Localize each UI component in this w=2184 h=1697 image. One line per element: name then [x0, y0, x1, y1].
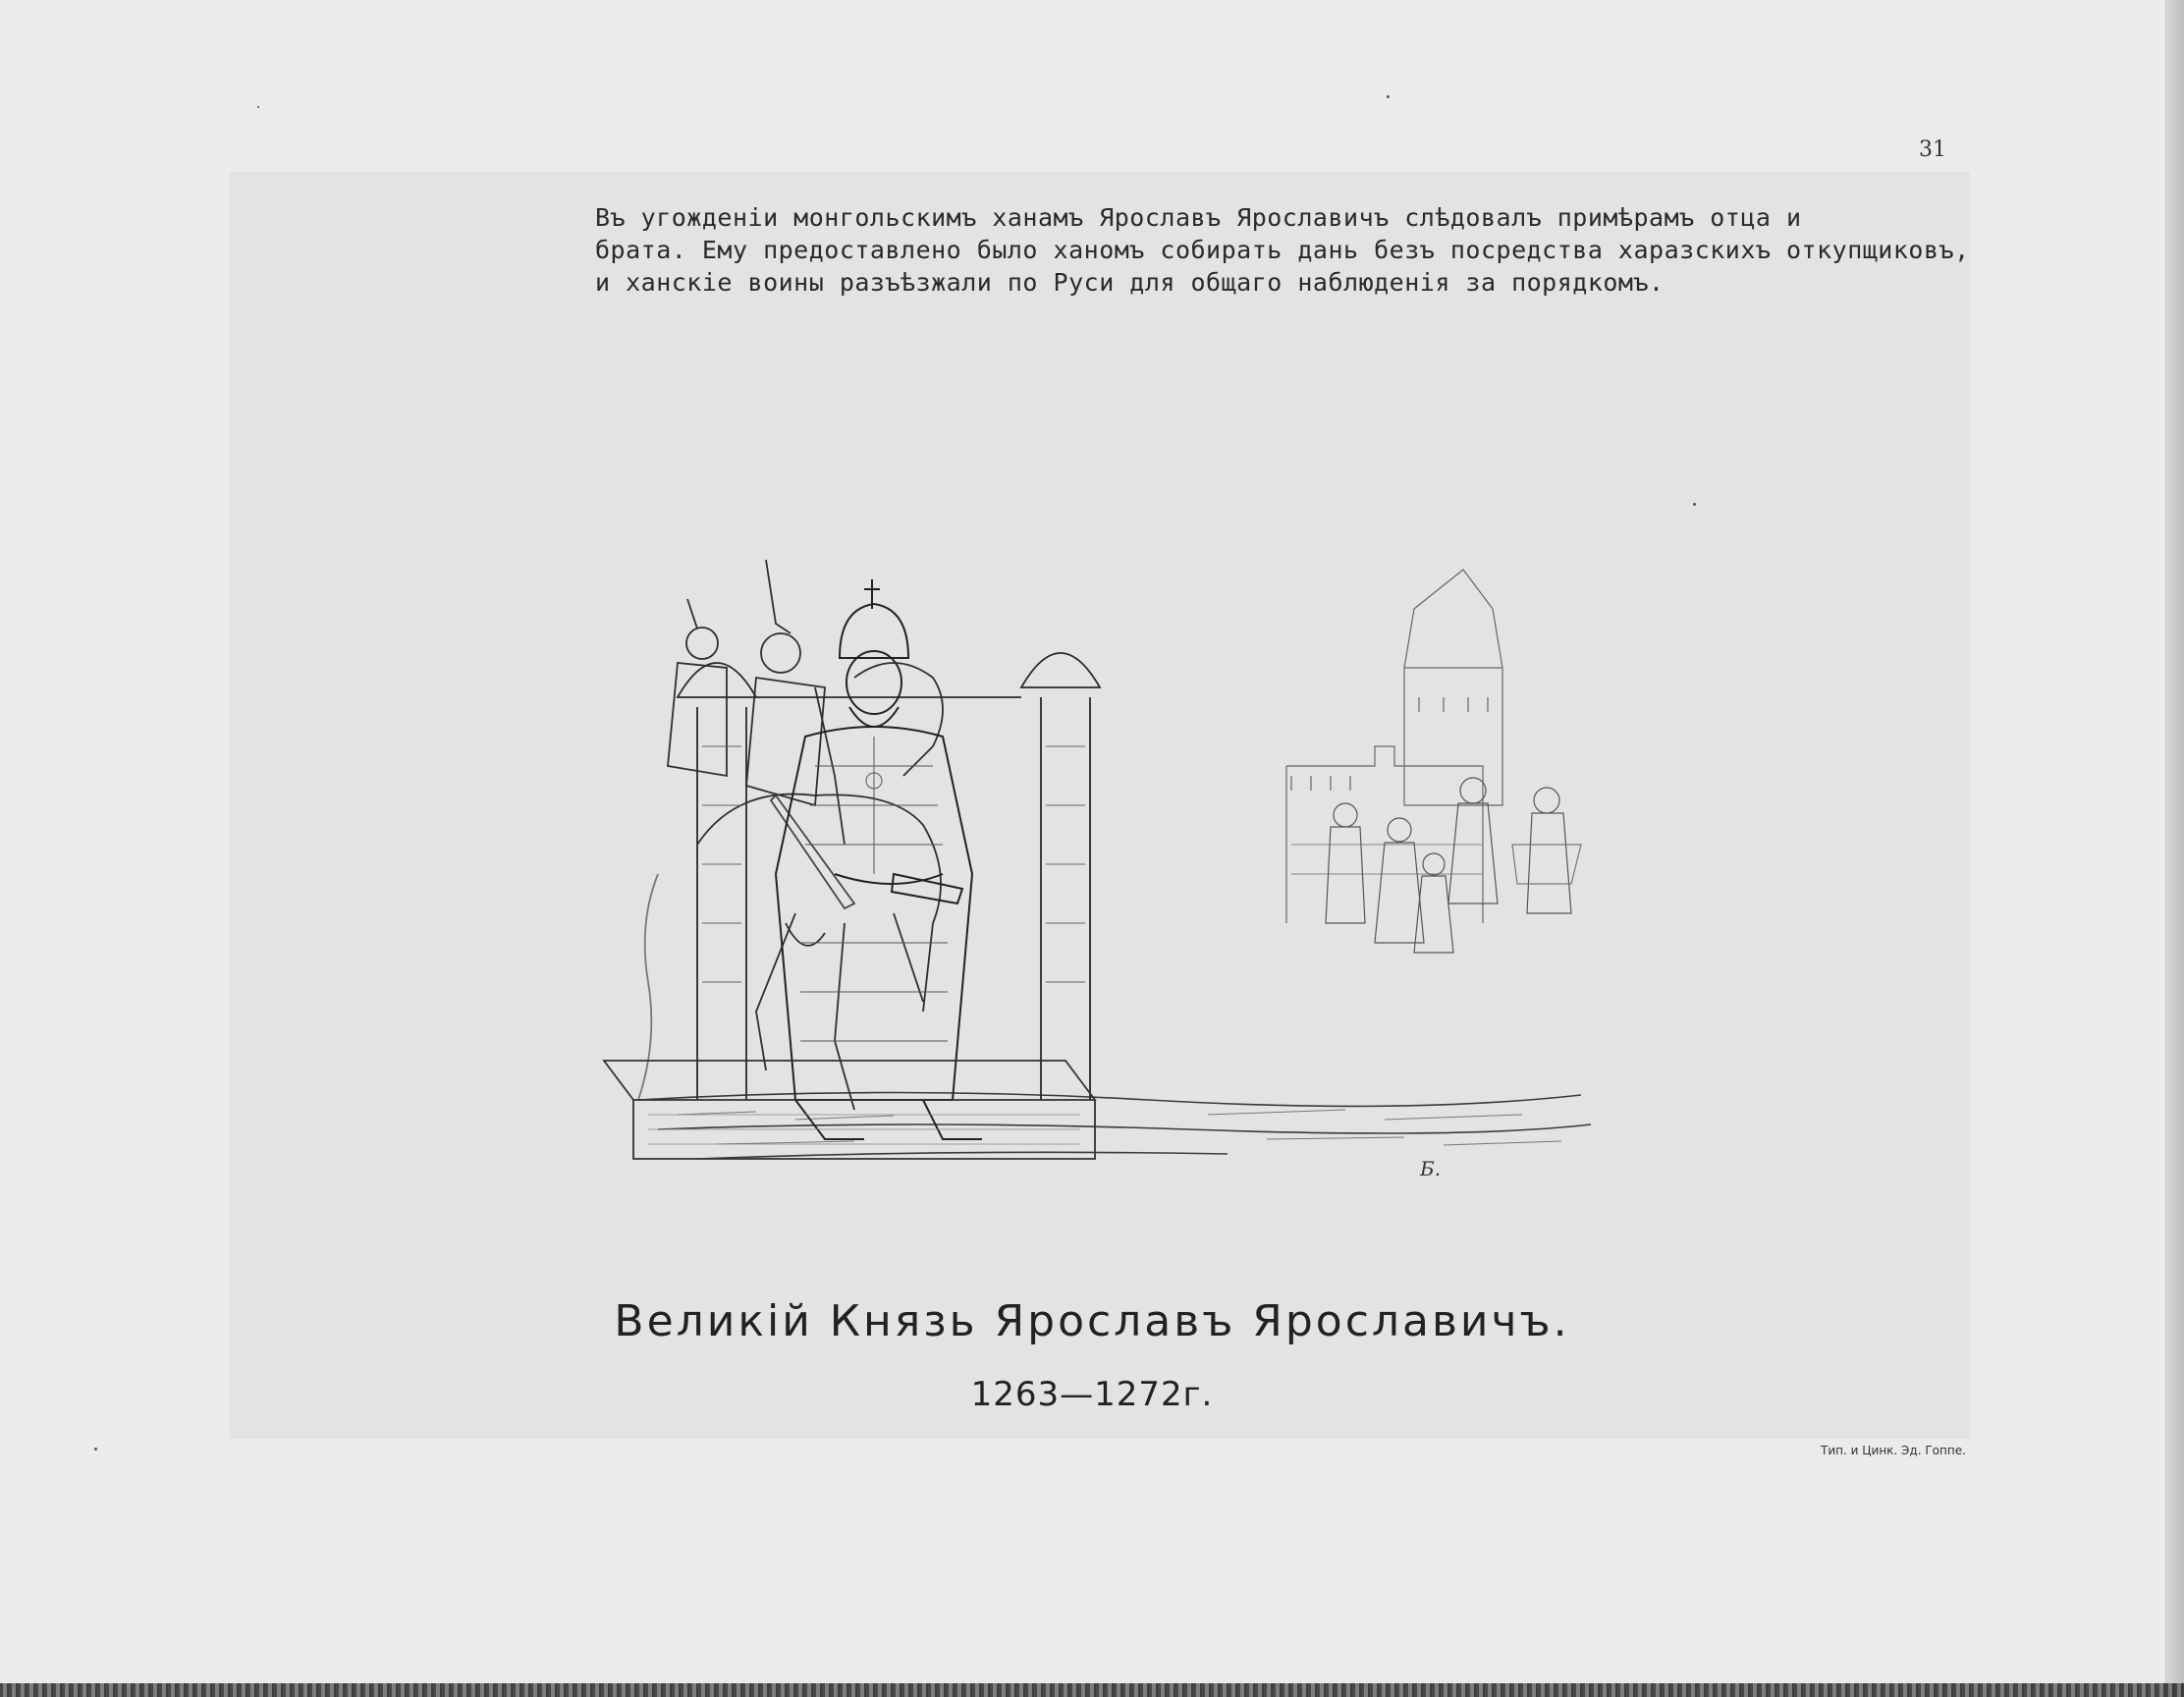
page-edge-bottom [0, 1683, 2184, 1697]
caption-line: брата. Ему предоставлено было ханомъ собирать дань безъ посредства харазскихъ откупщиковъ, [595, 236, 1970, 264]
reign-years: 1263—1272г. [970, 1375, 1214, 1414]
printer-imprint: Тип. и Цинк. Эд. Гоппе. [1821, 1444, 1966, 1457]
scan-speck [257, 106, 259, 108]
caption-line: и ханскіе воины разъѣзжали по Руси для общаго наблюденія за порядкомъ. [595, 268, 1665, 297]
page-number: 31 [1919, 137, 1946, 162]
engraving-illustration [599, 550, 1611, 1198]
caption-line: Въ угожденіи монгольскимъ ханамъ Ярославъ Ярославичъ слѣдовалъ примѣрамъ отца и [595, 203, 1802, 232]
caption-text [595, 201, 1970, 299]
scan-speck [94, 1448, 97, 1451]
engraver-monogram: Б. [1420, 1157, 1442, 1180]
page-edge-right [2165, 0, 2184, 1697]
scan-speck [1387, 95, 1390, 98]
plate-title: Великій Князь Ярославъ Ярославичъ. [614, 1296, 1570, 1346]
scan-speck [1693, 503, 1696, 506]
